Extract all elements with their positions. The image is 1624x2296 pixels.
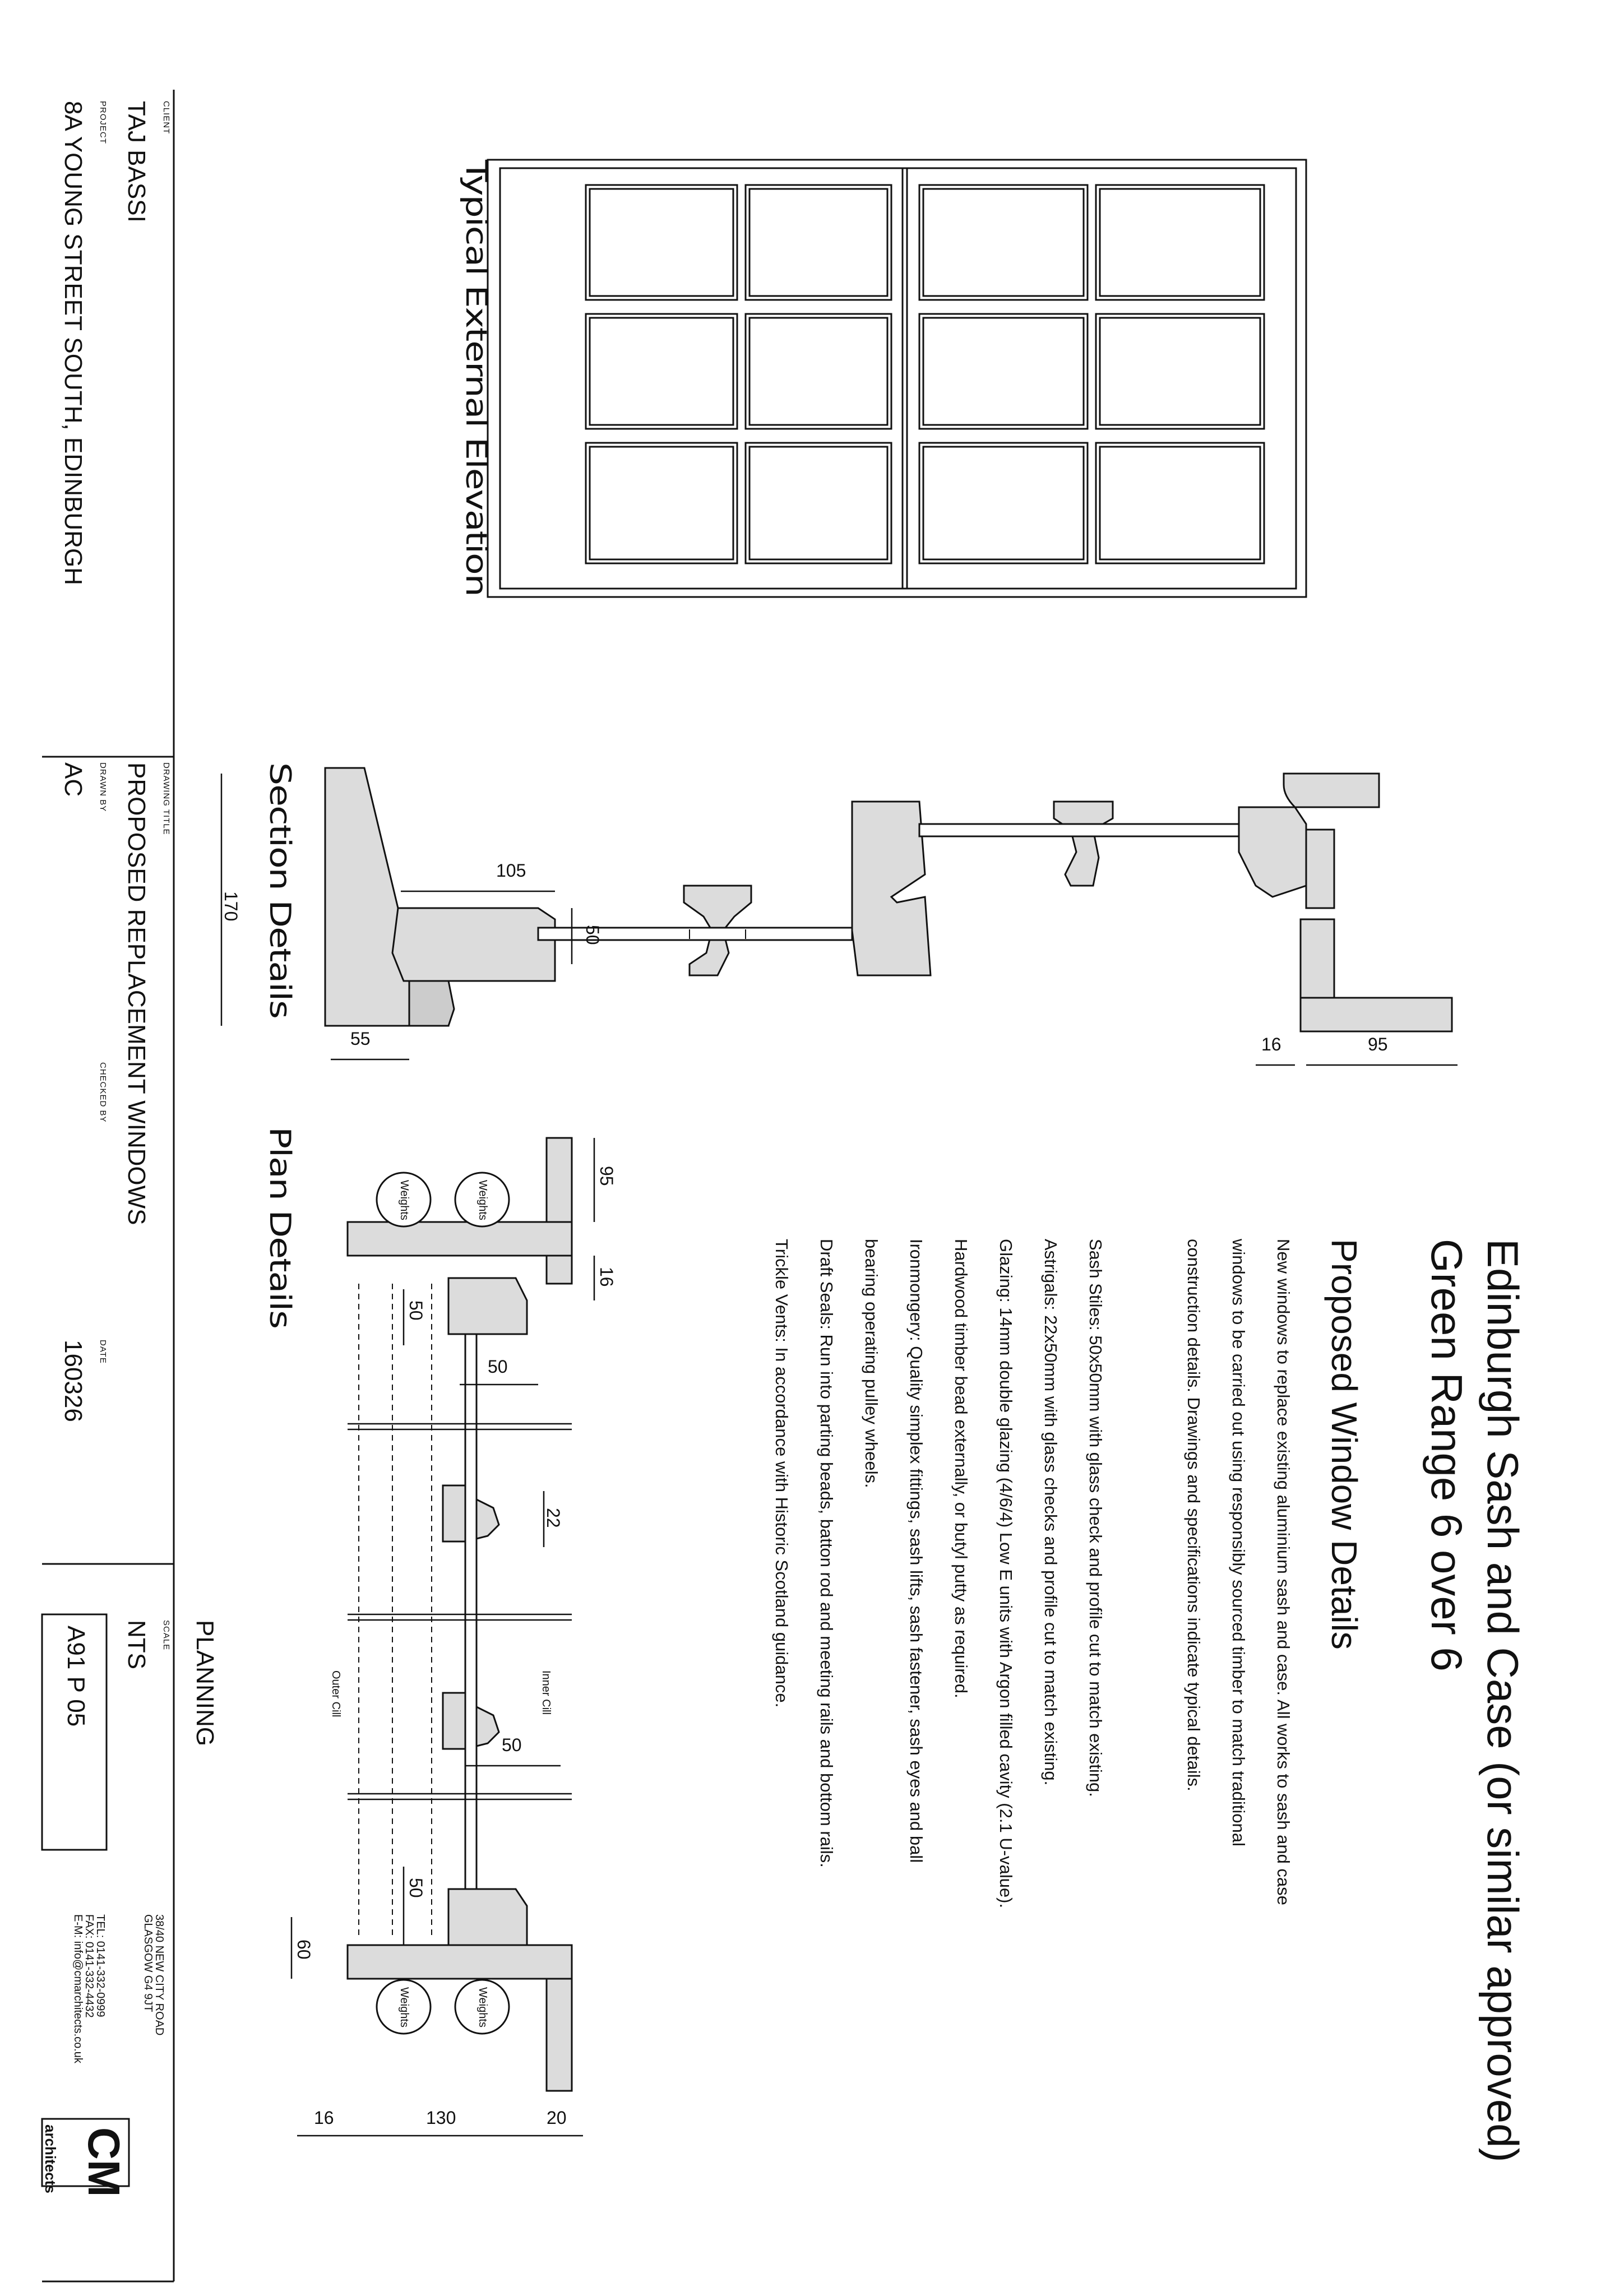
address-line-2: GLASGOW G4 9JT [142, 1914, 154, 2012]
spec-line-2: windows to be carried out using responsibly sourced timber to match traditional [1229, 1239, 1248, 1846]
client-value: TAJ BASSI [123, 101, 150, 223]
plan-dim-50d: 50 [406, 1878, 426, 1898]
plan-dim-22: 22 [543, 1508, 563, 1528]
plan-dim-20: 20 [547, 2108, 567, 2128]
spec-line-8: Ironmongery: Quality simplex fittings, sash lifts, sash fastener, sash eyes and ball [906, 1239, 926, 1863]
weights-label-3: Weights [398, 1987, 410, 2027]
spec-line-7: Hardwood timber bead externally, or butyl putty as required. [951, 1239, 971, 1698]
elevation-heading: Typical External Elevation [459, 160, 493, 596]
scale-value: NTS [123, 1620, 150, 1669]
weights-label-1: Weights [398, 1180, 410, 1220]
plan-dim-50b: 50 [488, 1357, 508, 1377]
section-dim-55: 55 [350, 1029, 371, 1049]
status-value: PLANNING [191, 1620, 219, 1746]
plan-dim-60: 60 [294, 1939, 314, 1960]
tel-line: TEL: 0141-332-0999 [94, 1914, 107, 2017]
plan-dim-130: 130 [426, 2108, 456, 2128]
inner-cill-label: Inner Cill [540, 1670, 552, 1715]
email-line: E-M: info@cmarchitects.co.uk [72, 1914, 84, 2063]
section-dim-16: 16 [1261, 1034, 1281, 1054]
plan-dim-50a: 50 [406, 1300, 426, 1321]
checked-by-label: CHECKED BY [98, 1062, 108, 1123]
subtitle: Proposed Window Details [1324, 1239, 1364, 1650]
spec-line-10: Draft Seals: Run into parting beads, batton rod and meeting rails and bottom rails. [817, 1239, 836, 1868]
section-dim-50: 50 [582, 925, 603, 945]
drawing-title-value: PROPOSED REPLACEMENT WINDOWS [123, 762, 150, 1225]
address-line-1: 38/40 NEW CITY ROAD [153, 1914, 165, 2036]
drawing-number: A91 P 05 [62, 1626, 90, 1727]
main-title-line-1: Edinburgh Sash and Case (or similar approved) [1478, 1239, 1528, 2163]
section-drawing [325, 768, 1452, 1031]
fax-line: FAX: 0141-332-4432 [83, 1914, 95, 2018]
drawing-title-label: DRAWING TITLE [161, 762, 171, 835]
spec-line-3: construction details. Drawings and specifications indicate typical details. [1184, 1239, 1204, 1792]
spec-line-11: Trickle Vents: In accordance with Historic Scotland guidance. [772, 1239, 792, 1708]
weights-label-4: Weights [476, 1987, 489, 2027]
outer-cill-label: Outer Cill [330, 1670, 342, 1718]
plan-dim-16b: 16 [314, 2108, 334, 2128]
spec-line-1: New windows to replace existing aluminium sash and case. All works to sash and case [1274, 1239, 1293, 1905]
plan-heading: Plan Details [263, 1127, 297, 1328]
date-label: DATE [98, 1340, 108, 1364]
section-dim-95: 95 [1368, 1034, 1388, 1054]
logo-word: architects [42, 2124, 59, 2193]
elevation-panes-lower [919, 185, 1264, 563]
plan-dim-16: 16 [596, 1267, 617, 1287]
spec-line-9: bearing operating pulley wheels. [862, 1239, 881, 1488]
scale-label: SCALE [161, 1620, 171, 1651]
date-value: 160326 [59, 1340, 87, 1422]
elevation-drawing [488, 160, 1306, 597]
section-heading: Section Details [263, 762, 297, 1018]
main-title-line-2: Green Range 6 over 6 [1422, 1239, 1472, 1672]
section-dim-105: 105 [496, 860, 526, 881]
logo-mark: CM [79, 2127, 129, 2197]
drawn-by-value: AC [59, 762, 87, 797]
spec-line-6: Glazing: 14mm double glazing (4/6/4) Low E units with Argon filled cavity (2.1 U-value). [996, 1239, 1016, 1909]
drawn-by-label: DRAWN BY [98, 762, 108, 812]
weights-label-2: Weights [476, 1180, 489, 1220]
section-dim-170: 170 [221, 891, 241, 922]
project-label: PROJECT [98, 101, 108, 145]
client-label: CLIENT [161, 101, 171, 135]
plan-dim-95: 95 [596, 1166, 617, 1186]
spec-line-5: Astrigals: 22x50mm with glass checks and profile cut to match existing. [1041, 1239, 1061, 1786]
spec-line-4: Sash Stiles: 50x50mm with glass check and profile cut to match existing. [1086, 1239, 1105, 1797]
project-value: 8A YOUNG STREET SOUTH, EDINBURGH [59, 101, 87, 585]
plan-dim-50c: 50 [502, 1735, 522, 1755]
elevation-panes-upper [586, 185, 891, 563]
